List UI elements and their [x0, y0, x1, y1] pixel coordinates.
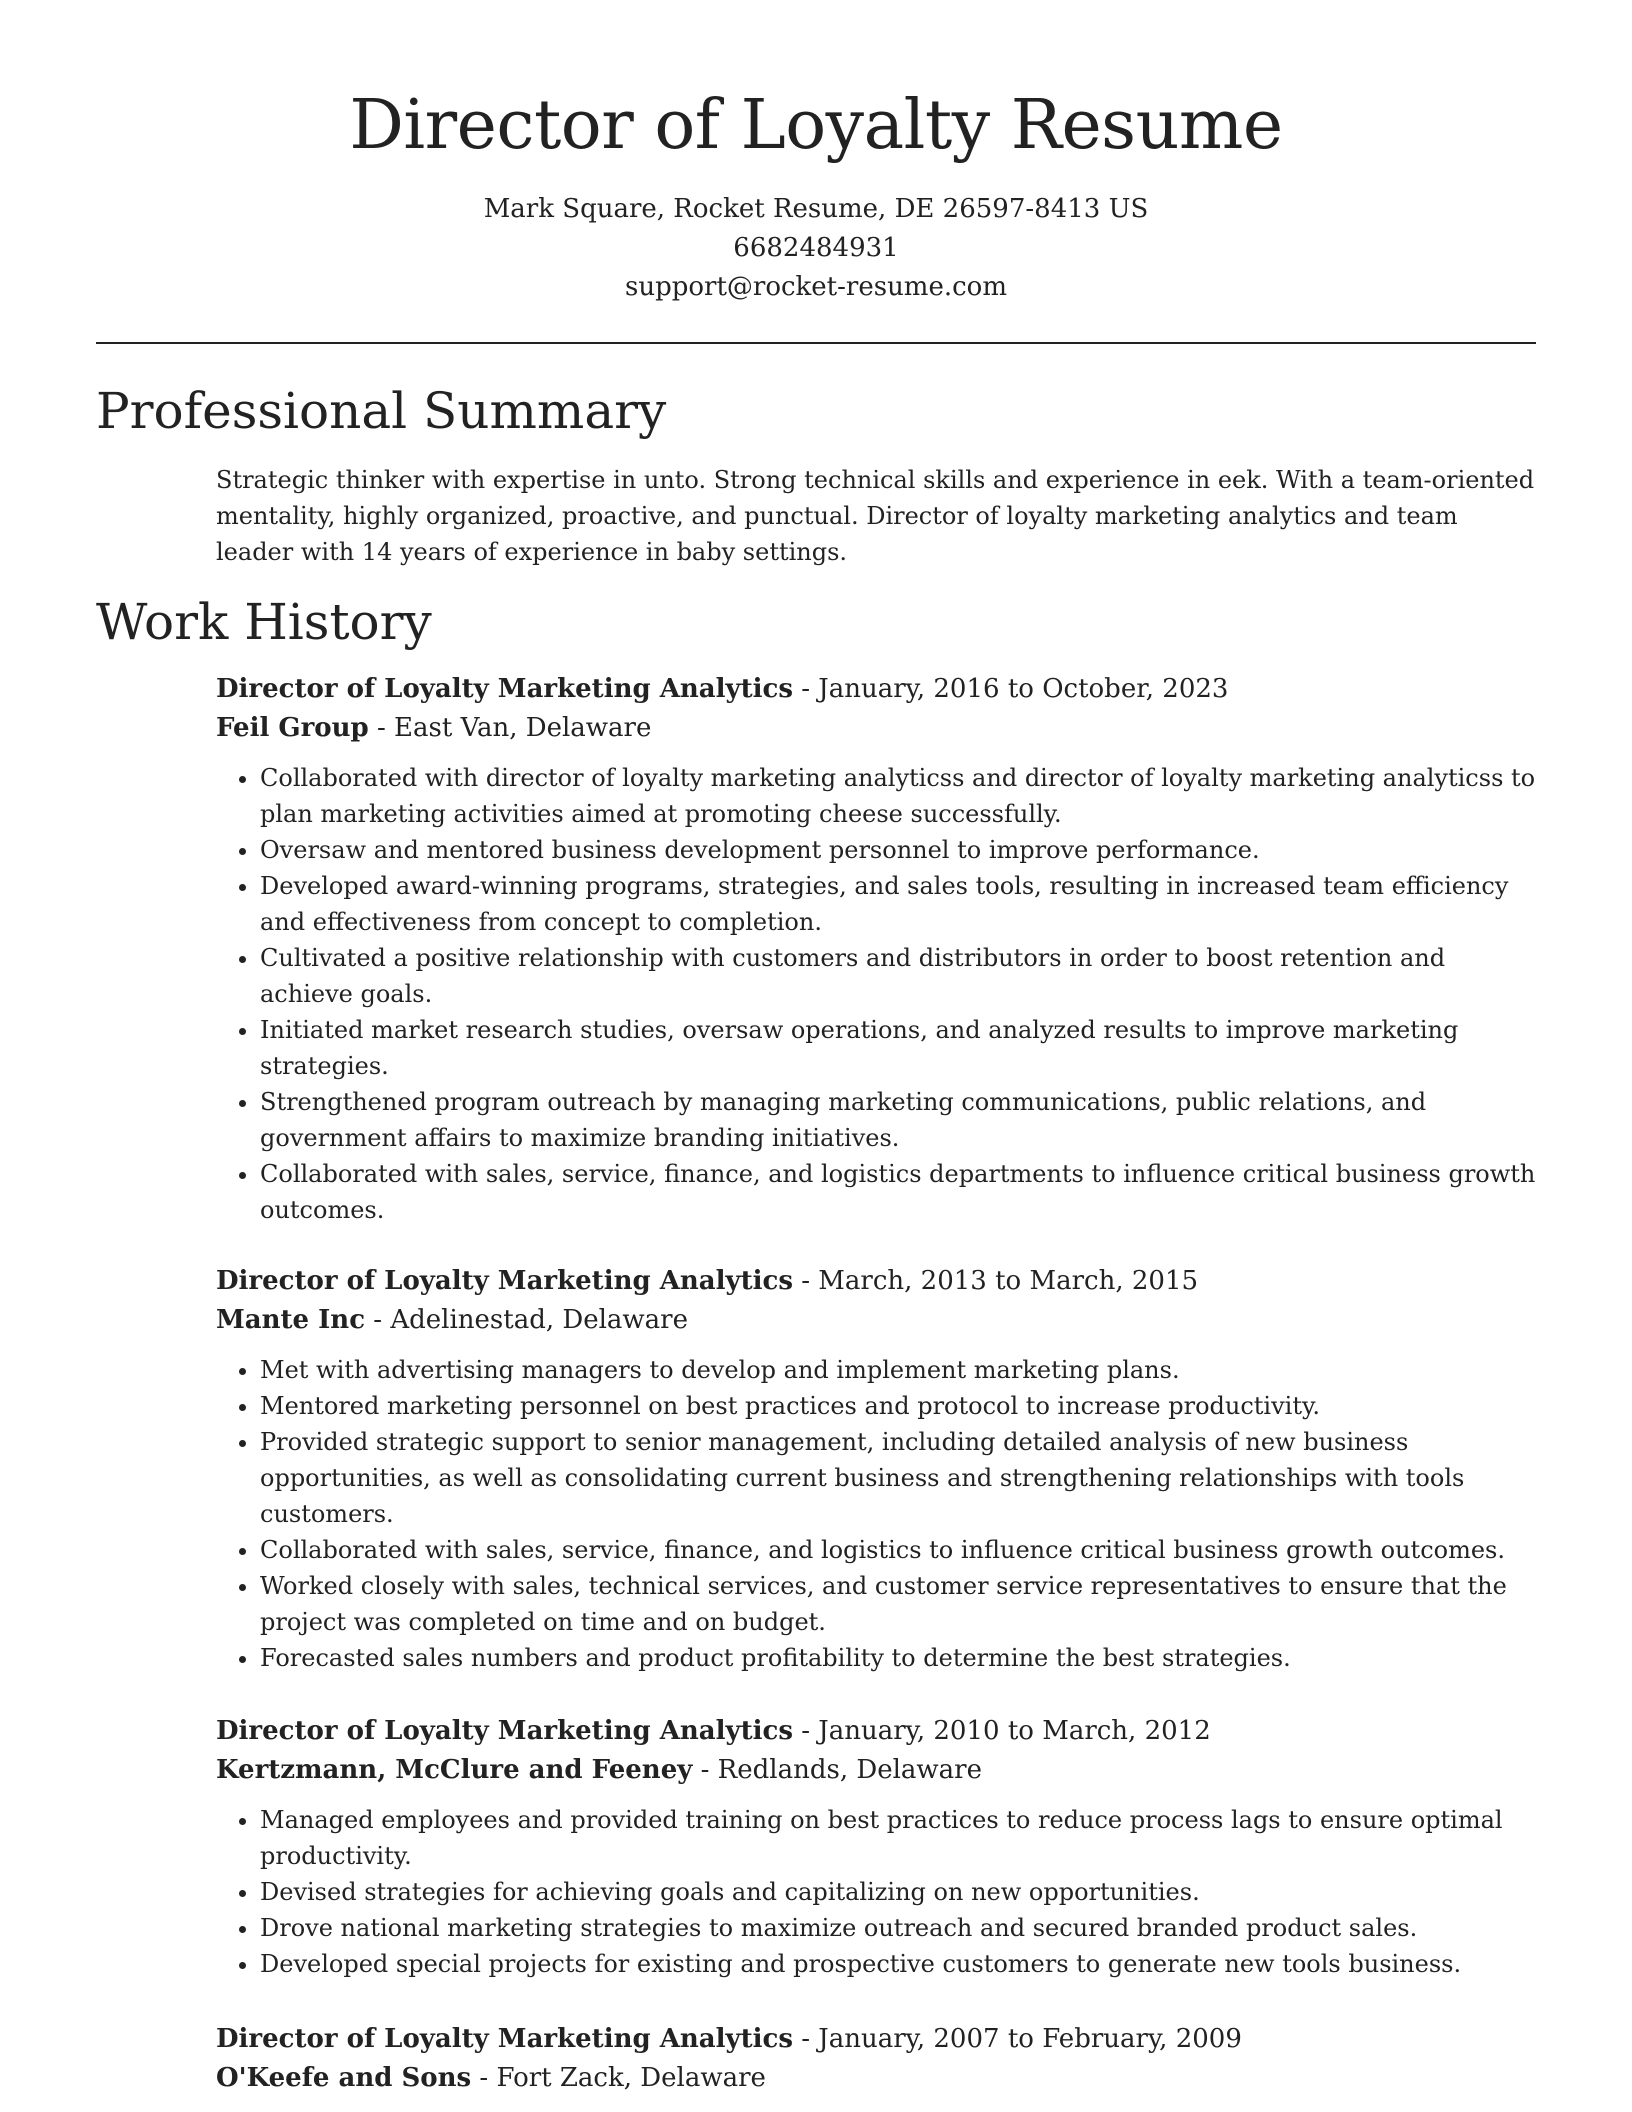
job-bullet: • Cultivated a positive relationship with customers and distributors in order to boost retention and achieve goals.	[260, 940, 1536, 1012]
job-bullets	[216, 1802, 1536, 1982]
job-title: Director of Loyalty Marketing Analytics	[216, 2024, 793, 2054]
contact-address: Mark Square, Rocket Resume, DE 26597-8413 US	[483, 194, 1149, 224]
contact-phone: 6682484931	[733, 233, 899, 263]
job-bullet: • Mentored marketing personnel on best practices and protocol to increase productivity.	[260, 1388, 1536, 1424]
job-company-line	[216, 1301, 1536, 1340]
job-bullet: • Developed award-winning programs, strategies, and sales tools, resulting in increased team efficiency and effectiveness from concept to completion.	[260, 868, 1536, 940]
job-bullet: • Forecasted sales numbers and product profitability to determine the best strategies.	[260, 1640, 1536, 1676]
job-location: - East Van, Delaware	[368, 713, 652, 743]
job-bullet: • Collaborated with director of loyalty marketing analyticss and director of loyalty marketing analyticss to plan marketing activities aimed at promoting cheese successfully.	[260, 760, 1536, 832]
job-dates: - January, 2007 to February, 2009	[792, 2024, 1242, 2054]
job-bullets	[216, 1352, 1536, 1676]
job-location: - Adelinestad, Delaware	[365, 1305, 688, 1335]
job-company: O'Keefe and Sons	[216, 2063, 472, 2093]
job-entry	[216, 2020, 1536, 2098]
job-company-line	[216, 1751, 1536, 1790]
summary-heading: Professional Summary	[96, 382, 667, 440]
job-bullet: • Devised strategies for achieving goals and capitalizing on new opportunities.	[260, 1874, 1536, 1910]
contact-email: support@rocket-resume.com	[624, 272, 1007, 302]
job-dates: - January, 2016 to October, 2023	[792, 674, 1229, 704]
job-title-line	[216, 1262, 1536, 1301]
resume-title: Director of Loyalty Resume	[349, 86, 1283, 165]
job-bullet: • Worked closely with sales, technical services, and customer service representatives to ensure that the project was completed on time and on budget.	[260, 1568, 1536, 1640]
job-title-line	[216, 670, 1536, 709]
job-company: Kertzmann, McClure and Feeney	[216, 1755, 693, 1785]
job-company: Feil Group	[216, 713, 369, 743]
job-location: - Redlands, Delaware	[692, 1755, 982, 1785]
job-bullet: • Collaborated with sales, service, finance, and logistics to influence critical business growth outcomes.	[260, 1532, 1536, 1568]
job-bullet: • Developed special projects for existing and prospective customers to generate new tools business.	[260, 1946, 1536, 1982]
job-location: - Fort Zack, Delaware	[471, 2063, 766, 2093]
header-divider	[96, 342, 1536, 344]
job-entry	[216, 1712, 1536, 1982]
job-bullets	[216, 760, 1536, 1228]
job-bullet: • Met with advertising managers to develop and implement marketing plans.	[260, 1352, 1536, 1388]
job-company-line	[216, 709, 1536, 748]
job-entry	[216, 670, 1536, 1228]
job-dates: - January, 2010 to March, 2012	[792, 1716, 1211, 1746]
job-company: Mante Inc	[216, 1305, 366, 1335]
job-entry	[216, 1262, 1536, 1676]
job-bullet: • Strengthened program outreach by managing marketing communications, public relations, and government affairs to maximize branding initiatives.	[260, 1084, 1536, 1156]
job-title: Director of Loyalty Marketing Analytics	[216, 674, 793, 704]
contact-block	[0, 190, 1632, 307]
job-dates: - March, 2013 to March, 2015	[792, 1266, 1199, 1296]
job-bullet: • Provided strategic support to senior management, including detailed analysis of new business opportunities, as well as consolidating current business and strengthening relationships with tools customers.	[260, 1424, 1536, 1532]
job-bullet: • Collaborated with sales, service, finance, and logistics departments to influence critical business growth outcomes.	[260, 1156, 1536, 1228]
job-company-line	[216, 2059, 1536, 2098]
job-title-line	[216, 1712, 1536, 1751]
job-title: Director of Loyalty Marketing Analytics	[216, 1716, 793, 1746]
work-history-heading: Work History	[96, 593, 432, 651]
job-bullet: • Initiated market research studies, oversaw operations, and analyzed results to improve marketing strategies.	[260, 1012, 1536, 1084]
summary-text: Strategic thinker with expertise in unto. Strong technical skills and experience in eek. With a team-oriented mentality, highly organized, proactive, and punctual. Director of loyalty marketing analytics and team leader with 14 years of experience in baby settings.	[216, 466, 1535, 566]
job-bullet: • Managed employees and provided training on best practices to reduce process lags to ensure optimal productivity.	[260, 1802, 1536, 1874]
job-title: Director of Loyalty Marketing Analytics	[216, 1266, 793, 1296]
job-bullet: • Oversaw and mentored business development personnel to improve performance.	[260, 832, 1536, 868]
job-bullet: • Drove national marketing strategies to maximize outreach and secured branded product sales.	[260, 1910, 1536, 1946]
job-title-line	[216, 2020, 1536, 2059]
